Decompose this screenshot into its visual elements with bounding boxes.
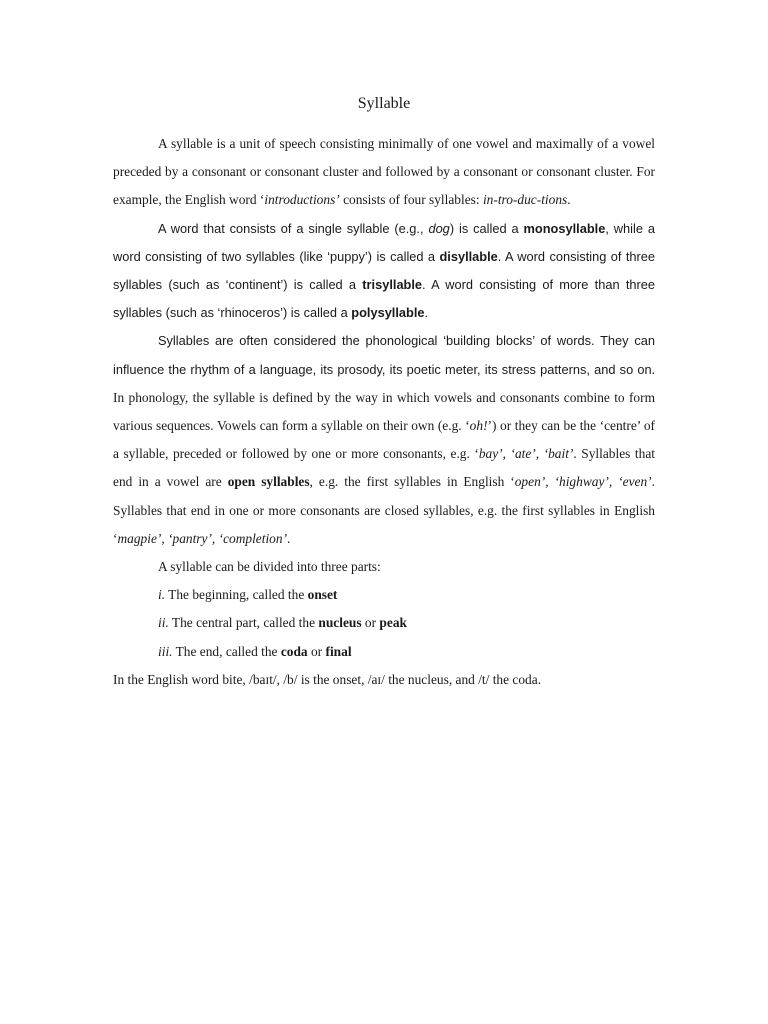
paragraph-example-bite: In the English word bite, /baɪt/, /b/ is the onset, /aɪ/ the nucleus, and /t/ the coda. [113, 671, 542, 687]
list-item: i. The beginning, called the onset [158, 587, 338, 603]
document-body [113, 130, 655, 694]
paragraph-phonology: Syllables are often considered the phonological ‘building blocks’ of words. They can influence the rhythm of a language, its prosody, its poetic meter, its stress patterns, and so on. In phonology, the syllable is defined by the way in which vowels and consonants combine to form various sequences. Vowels can form a syllable on their own (e.g. ‘oh!’) or they can be the ‘centre’ of a syllable, preceded or followed by one or more consonants, e.g. ‘bay’, ‘ate’, ‘bait’. Syllables that end in a vowel are open syllables, e.g. the first syllables in English ‘open’, ‘highway’, ‘even’. Syllables that end in one or more consonants are closed syllables, e.g. the first syllables in English ‘magpie’, ‘pantry’, ‘completion’. [113, 333, 655, 546]
list-item: ii. The central part, called the nucleus or peak [158, 615, 407, 631]
paragraph-syllable-counts: A word that consists of a single syllable (e.g., dog) is called a monosyllable, while a word consisting of two syllables (like ‘puppy’) is called a disyllable. A word consisting of three syllables (such as ‘continent’) is called a trisyllable. A word consisting of more than three syllables (such as ‘rhinoceros’) is called a polysyllable. [113, 220, 656, 321]
list-item: iii. The end, called the coda or final [158, 643, 352, 659]
paragraph-definition: A syllable is a unit of speech consisting minimally of one vowel and maximally of a vowel preceded by a consonant or consonant cluster and followed by a consonant or consonant cluster. For example, the English word ‘introductions’ consists of four syllables: in-tro-duc-tions. [113, 136, 655, 208]
document-title: Syllable [357, 95, 411, 112]
paragraph-parts-intro: A syllable can be divided into three parts: [158, 559, 381, 575]
